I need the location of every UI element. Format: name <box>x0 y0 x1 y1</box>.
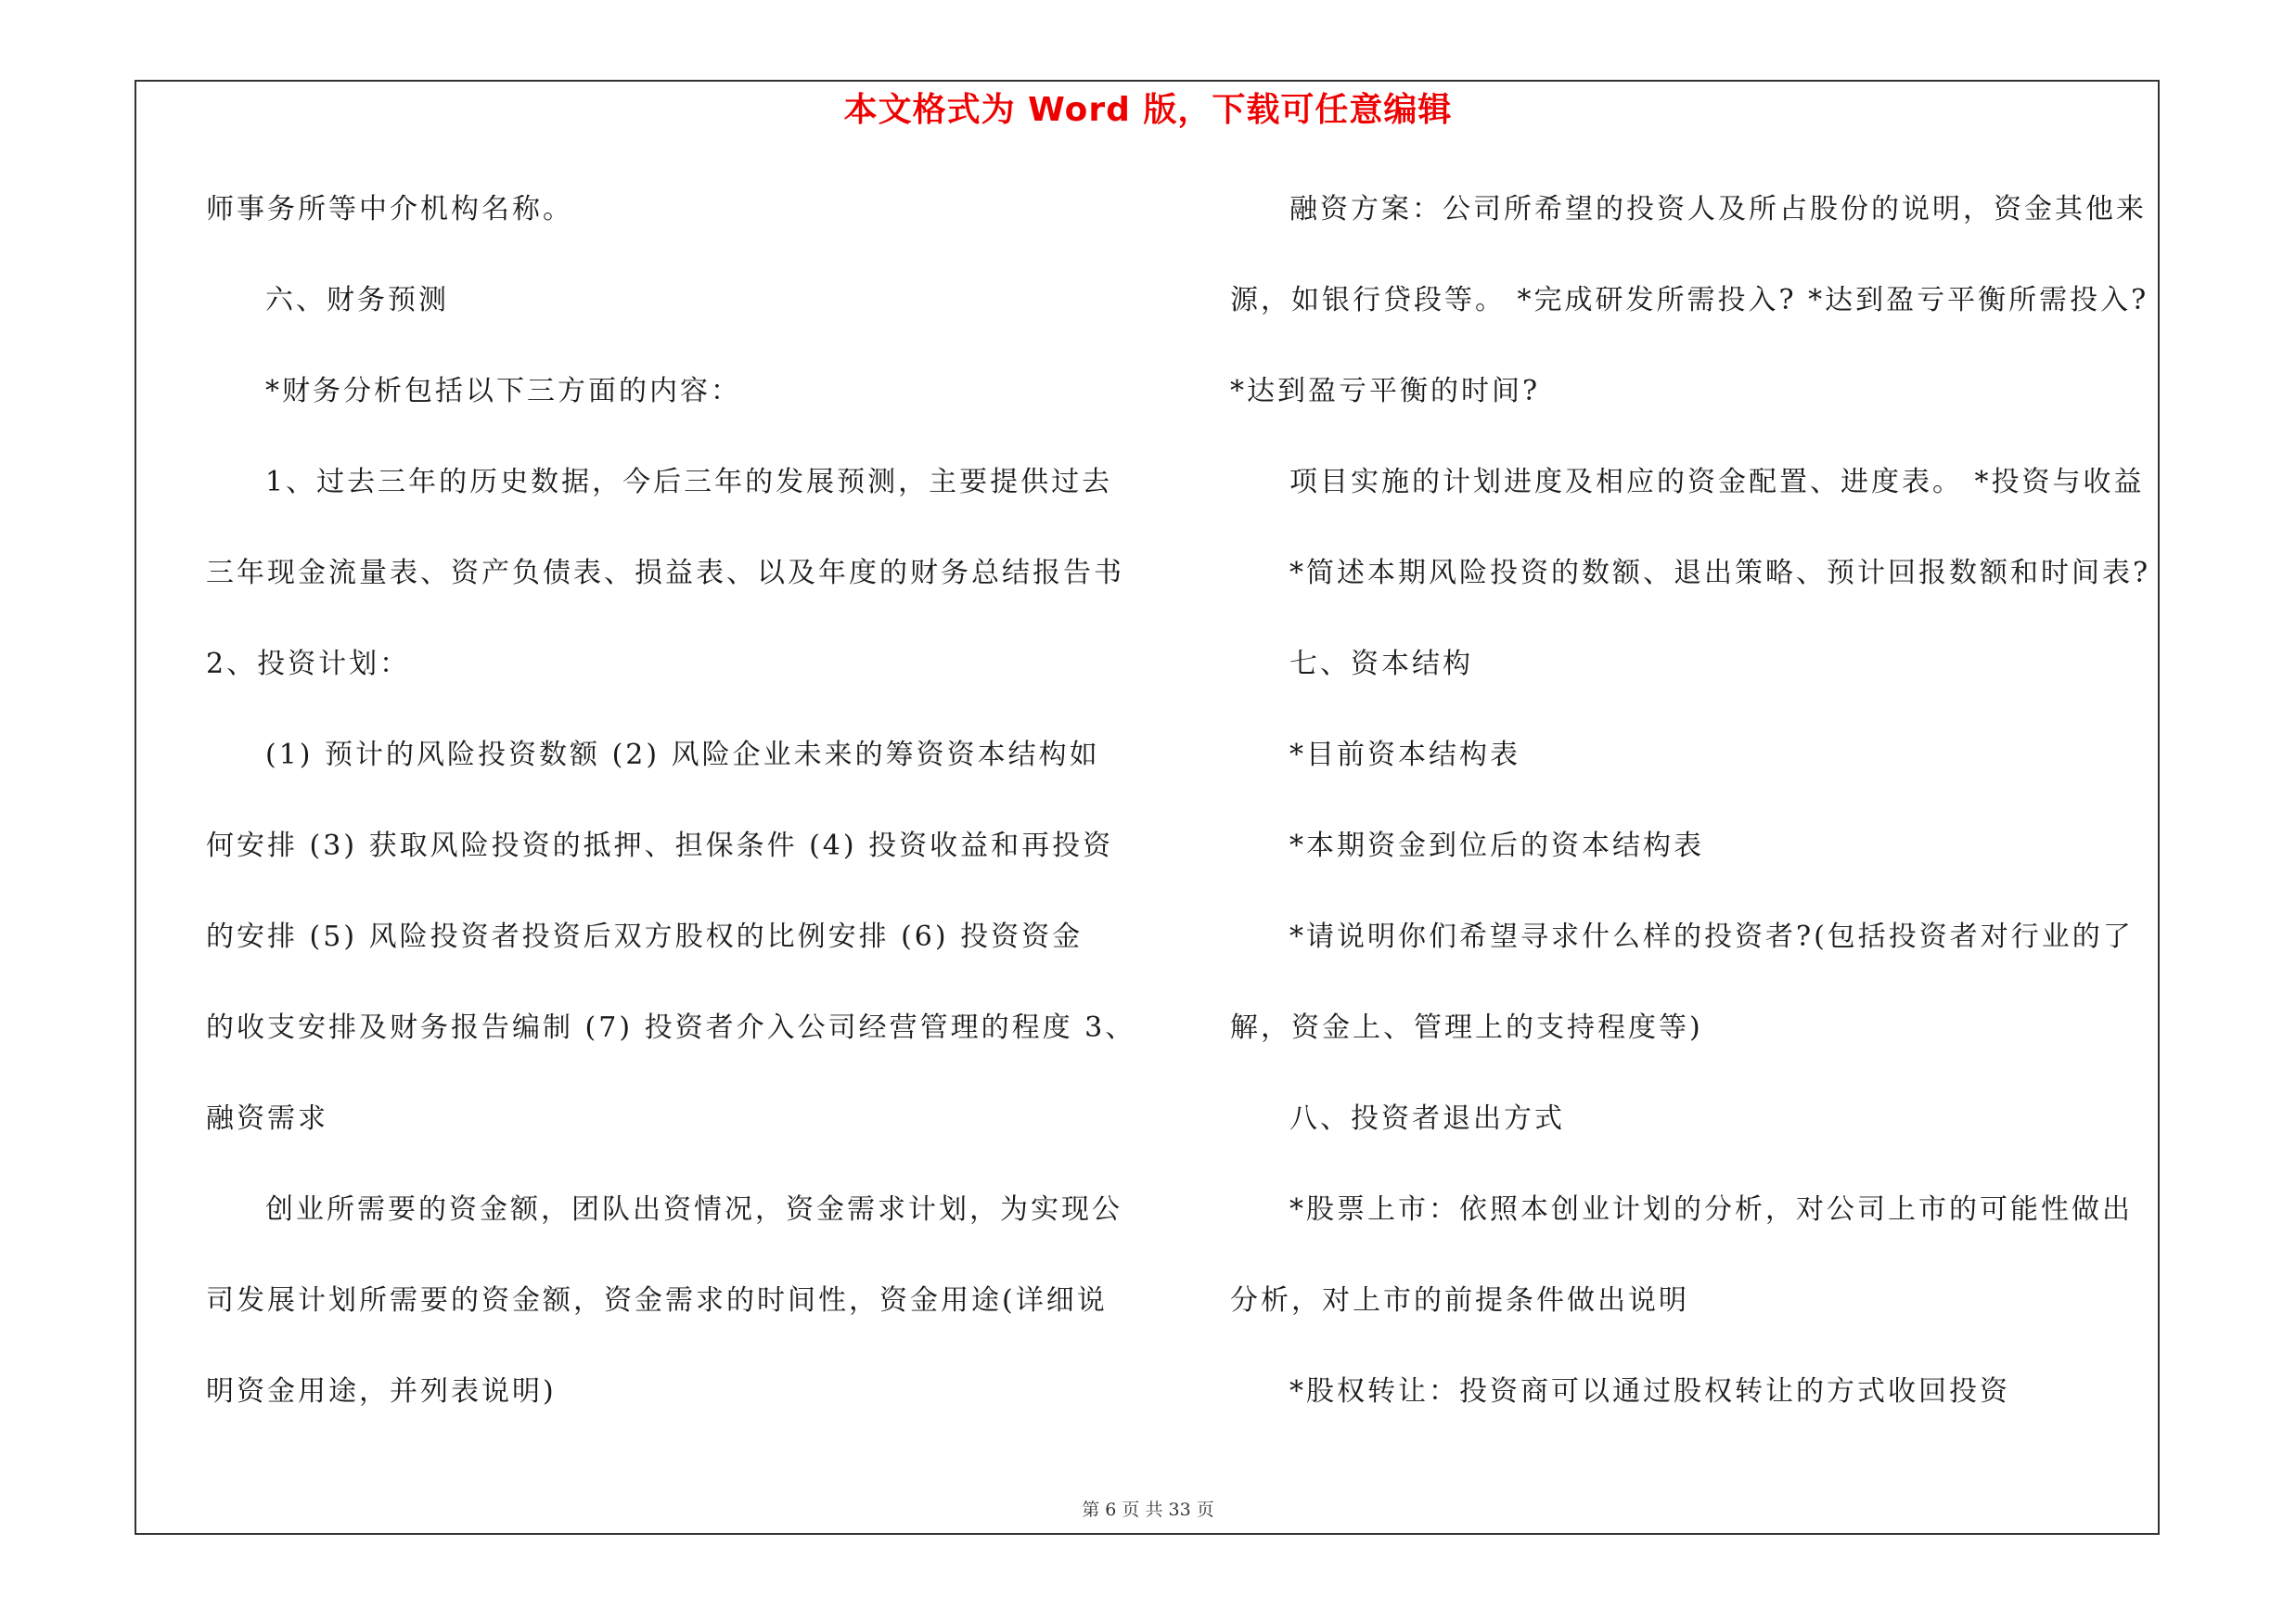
text-line: 何安排 (3) 获取风险投资的抵押、担保条件 (4) 投资收益和再投资 <box>206 830 1114 862</box>
format-banner: 本文格式为 Word 版，下载可任意编辑 <box>843 91 1453 129</box>
text-line: 1、过去三年的历史数据，今后三年的发展预测，主要提供过去 <box>265 466 1113 498</box>
text-line: 师事务所等中介机构名称。 <box>206 193 573 225</box>
text-line: *简述本期风险投资的数额、退出策略、预计回报数额和时间表? <box>1289 557 2151 589</box>
text-line: 解，资金上、管理上的支持程度等) <box>1230 1011 1703 1044</box>
text-line: 三年现金流量表、资产负债表、损益表、以及年度的财务总结报告书 <box>206 557 1124 589</box>
left-column <box>206 182 1143 1455</box>
text-line: 的安排 (5) 风险投资者投资后双方股权的比例安排 (6) 投资资金 <box>206 921 1084 953</box>
text-line: 七、资本结构 <box>1289 648 1473 680</box>
text-line: *本期资金到位后的资本结构表 <box>1289 830 1704 862</box>
page-number-footer: 第 6 页 共 33 页 <box>1082 1500 1214 1520</box>
text-line: *股权转让：投资商可以通过股权转让的方式收回投资 <box>1289 1375 2010 1408</box>
text-line: *财务分析包括以下三方面的内容： <box>265 375 741 407</box>
text-line: 八、投资者退出方式 <box>1289 1102 1565 1135</box>
text-line: 六、财务预测 <box>265 284 449 316</box>
text-line: (1) 预计的风险投资数额 (2) 风险企业未来的筹资资本结构如 <box>265 739 1100 771</box>
text-line: 明资金用途，并列表说明) <box>206 1375 557 1408</box>
text-line: 创业所需要的资金额，团队出资情况，资金需求计划，为实现公 <box>265 1193 1122 1226</box>
text-line: *达到盈亏平衡的时间? <box>1230 375 1541 407</box>
text-line: 融资方案：公司所希望的投资人及所占股份的说明，资金其他来 <box>1289 193 2147 225</box>
right-column <box>1230 182 2167 1455</box>
text-line: *目前资本结构表 <box>1289 739 1520 771</box>
text-line: *请说明你们希望寻求什么样的投资者?(包括投资者对行业的了 <box>1289 921 2134 953</box>
text-line: 2、投资计划： <box>206 648 411 680</box>
text-line: 融资需求 <box>206 1102 328 1135</box>
text-line: 司发展计划所需要的资金额，资金需求的时间性，资金用途(详细说 <box>206 1284 1108 1317</box>
text-line: 的收支安排及财务报告编制 (7) 投资者介入公司经营管理的程度 3、 <box>206 1011 1136 1044</box>
text-line: 项目实施的计划进度及相应的资金配置、进度表。 *投资与收益 <box>1289 466 2145 498</box>
text-line: 分析，对上市的前提条件做出说明 <box>1230 1284 1689 1317</box>
text-line: 源，如银行贷段等。 *完成研发所需投入? *达到盈亏平衡所需投入? <box>1230 284 2149 316</box>
text-line: *股票上市：依照本创业计划的分析，对公司上市的可能性做出 <box>1289 1193 2133 1226</box>
